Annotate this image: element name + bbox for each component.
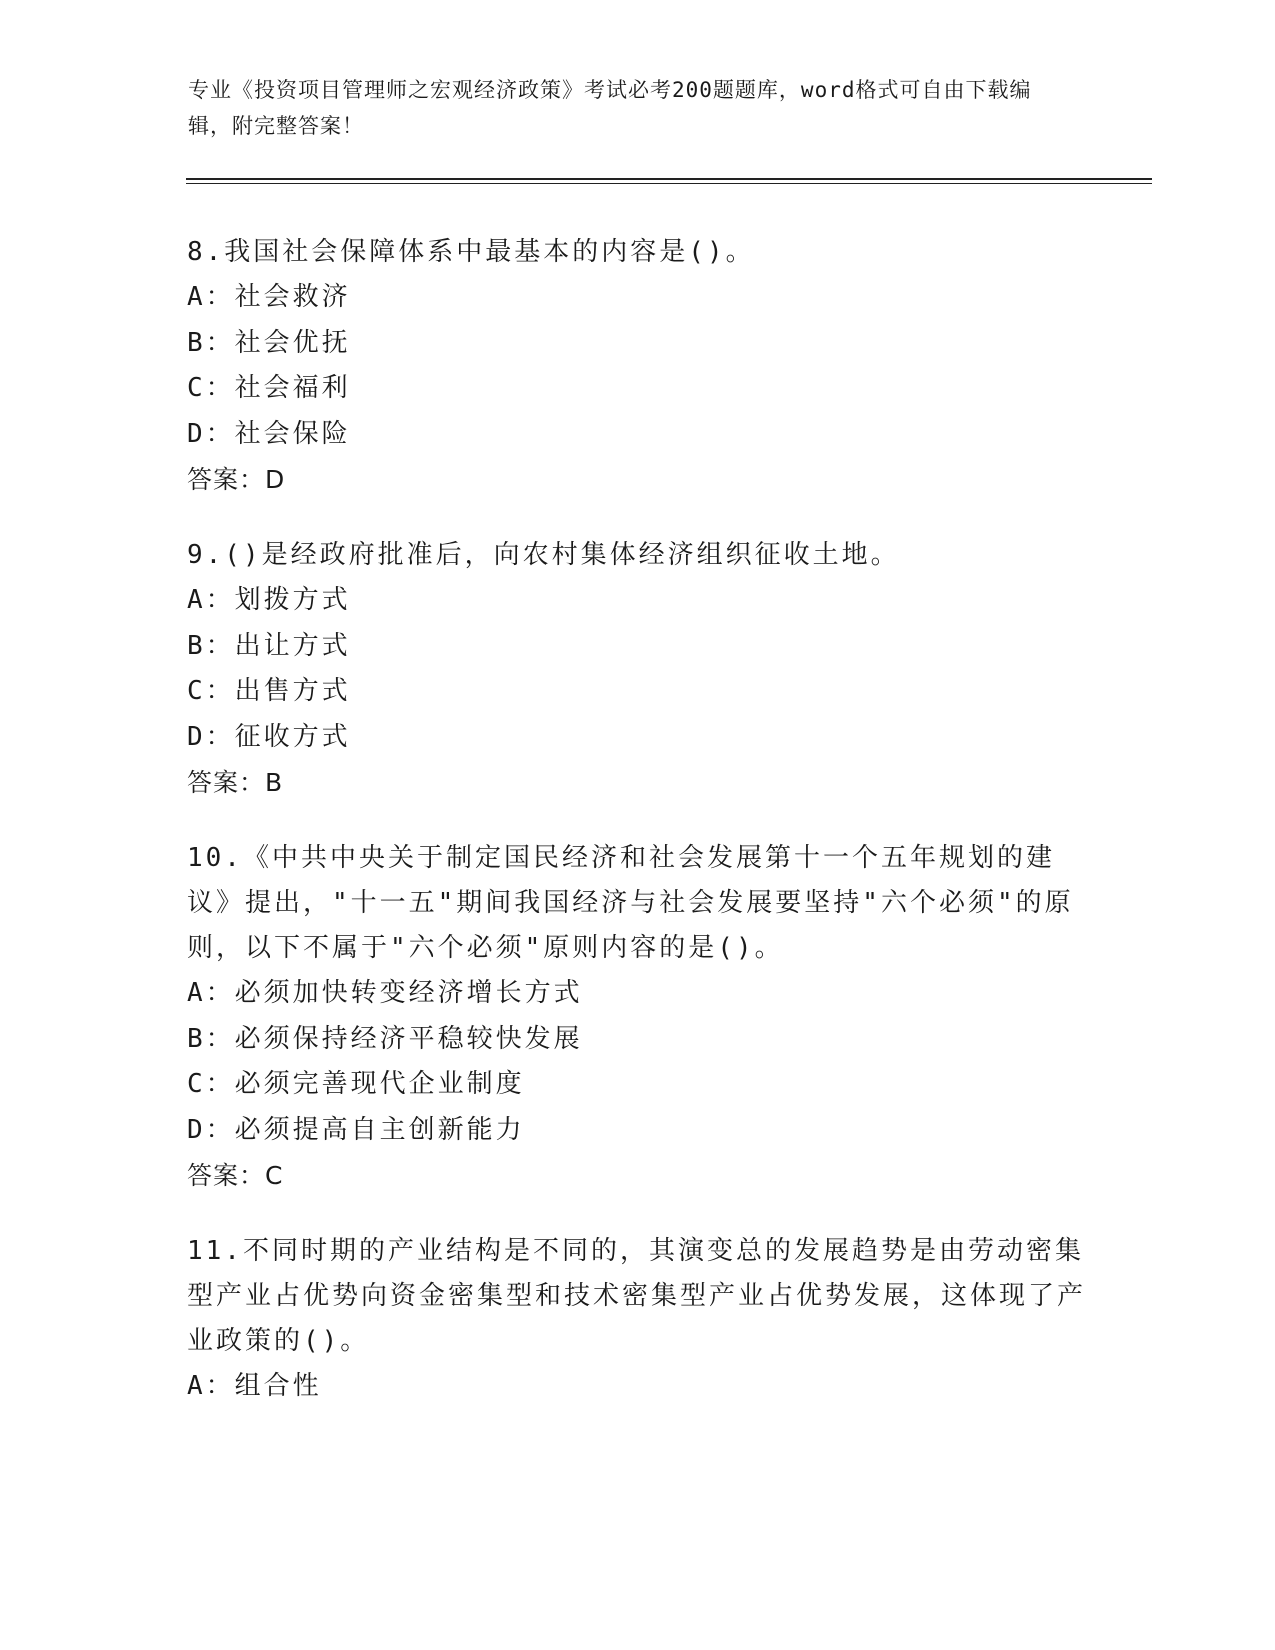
question-11 <box>187 1229 1087 1410</box>
option-c: C：必须完善现代企业制度 <box>187 1069 525 1099</box>
option-b: B：必须保持经济平稳较快发展 <box>187 1023 583 1054</box>
question-text: 8.我国社会保障体系中最基本的内容是()。 <box>187 237 755 267</box>
question-9 <box>187 533 1087 805</box>
option-c: C：出售方式 <box>187 676 351 706</box>
option-a: A：社会救济 <box>187 282 351 312</box>
question-text: 11.不同时期的产业结构是不同的，其演变总的发展趋势是由劳动密集型产业占优势向资金密集型和技术密集型产业占优势发展，这体现了产业政策的()。 <box>187 1236 1087 1356</box>
option-d: D：社会保险 <box>187 418 351 449</box>
question-text: 10.《中共中央关于制定国民经济和社会发展第十一个五年规划的建议》提出，"十一五"期间我国经济与社会发展要坚持"六个必须"的原则，以下不属于"六个必须"原则内容的是()。 <box>187 843 1074 963</box>
question-list <box>187 230 1087 1441</box>
option-b: B：社会优抚 <box>187 327 351 358</box>
option-c: C：社会福利 <box>187 373 351 403</box>
option-a: A：必须加快转变经济增长方式 <box>187 978 583 1008</box>
answer-line: 答案：B <box>187 768 284 797</box>
option-d: D：征收方式 <box>187 721 351 752</box>
header-divider <box>186 178 1152 180</box>
answer-line: 答案：D <box>187 465 286 494</box>
question-10 <box>187 836 1087 1198</box>
option-a: A：划拨方式 <box>187 585 351 615</box>
question-text: 9.()是经政府批准后，向农村集体经济组织征收土地。 <box>187 540 900 570</box>
option-a: A：组合性 <box>187 1371 322 1401</box>
document-header: 专业《投资项目管理师之宏观经济政策》考试必考200题题库，word格式可自由下载编辑，附完整答案！ <box>188 78 1032 138</box>
option-b: B：出让方式 <box>187 630 351 661</box>
answer-line: 答案：C <box>187 1161 284 1190</box>
header-divider-thin <box>186 183 1152 184</box>
option-d: D：必须提高自主创新能力 <box>187 1114 525 1145</box>
question-8 <box>187 230 1087 502</box>
